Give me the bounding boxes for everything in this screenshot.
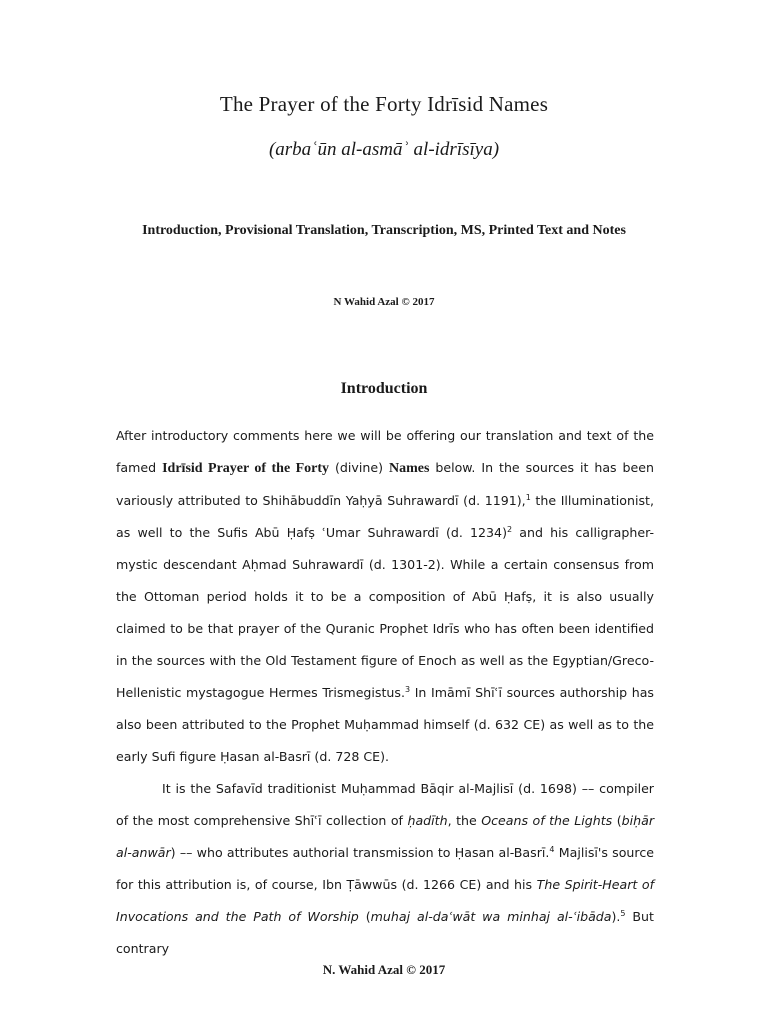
italic-term: muhaj al-daʿwāt wa minhaj al-ʿibāda	[370, 909, 612, 924]
italic-term: biḥār al-anwār	[116, 813, 655, 860]
footnote-marker[interactable]: 2	[507, 524, 513, 534]
text-run: ) –– who attributes authorial transmission to Ḥasan al-Basrī.	[170, 845, 550, 860]
text-run: , the	[447, 813, 482, 828]
italic-term: The Spirit-Heart of Invocations and the Path of Worship	[116, 877, 655, 924]
text-run: It is the Safavīd traditionist Muḥammad Bāqir al-Majlisī (d. 1698) –– compiler of the most comprehensive Shīʿī collection of	[116, 781, 654, 828]
document-title: The Prayer of the Forty Idrīsid Names	[219, 92, 549, 116]
paragraph-2	[116, 773, 654, 965]
paragraph-1	[116, 420, 654, 773]
text-run: (	[358, 909, 371, 924]
italic-term: Oceans of the Lights	[481, 813, 613, 828]
text-run: below. In the sources it has been variously attributed to Shihābuddīn Yaḥyā Suhrawardī (d. 1191),	[116, 460, 655, 508]
text-run: (divine)	[329, 460, 389, 475]
text-run: ).	[611, 909, 621, 924]
document-subheading: Introduction, Provisional Translation, Transcription, MS, Printed Text and Notes	[142, 223, 626, 238]
footnote-marker[interactable]: 5	[620, 908, 626, 918]
text-run: In Imāmī Shīʿī sources authorship has also been attributed to the Prophet Muḥammad himself (d. 632 CE) as well as to the early Sufi figure Ḥasan al-Basrī (d. 728 CE).	[116, 685, 654, 764]
text-run: But contrary	[116, 909, 654, 956]
footnote-marker[interactable]: 3	[404, 684, 411, 694]
text-run: the Illuminationist, as well to the Sufis Abū Ḥafṣ ʿUmar Suhrawardī (d. 1234)	[116, 493, 654, 540]
footnote-marker[interactable]: 4	[549, 844, 555, 854]
author-line: N Wahid Azal © 2017	[333, 296, 435, 308]
italic-term: ḥadīth	[407, 813, 448, 828]
section-heading-introduction: Introduction	[340, 380, 428, 397]
text-run: After introductory comments here we will be offering our translation and text of the famed	[116, 428, 654, 475]
text-run: (	[612, 813, 622, 828]
footnote-marker[interactable]: 1	[525, 492, 531, 502]
body-text	[116, 420, 654, 965]
bold-term: Idrīsid Prayer of the Forty	[162, 461, 330, 476]
text-run: Majlisī's source for this attribution is, of course, Ibn Ṭāwwūs (d. 1266 CE) and his	[116, 845, 654, 892]
bold-term: Names	[388, 461, 430, 476]
document-subtitle: (arbaʿūn al-asmāʾ al-idrīsīya)	[268, 139, 500, 160]
page-footer: N. Wahid Azal © 2017	[322, 962, 446, 977]
text-run: and his calligrapher-mystic descendant Aḥmad Suhrawardī (d. 1301-2). While a certain consensus from the Ottoman period holds it to be a composition of Abū Ḥafṣ, it is also usually claimed to be that prayer of the Quranic Prophet Idrīs who has often been identified in the sources with the Old Testament figure of Enoch as well as the Egyptian/Greco-Hellenistic mystagogue Hermes Trismegistus.	[116, 525, 654, 700]
